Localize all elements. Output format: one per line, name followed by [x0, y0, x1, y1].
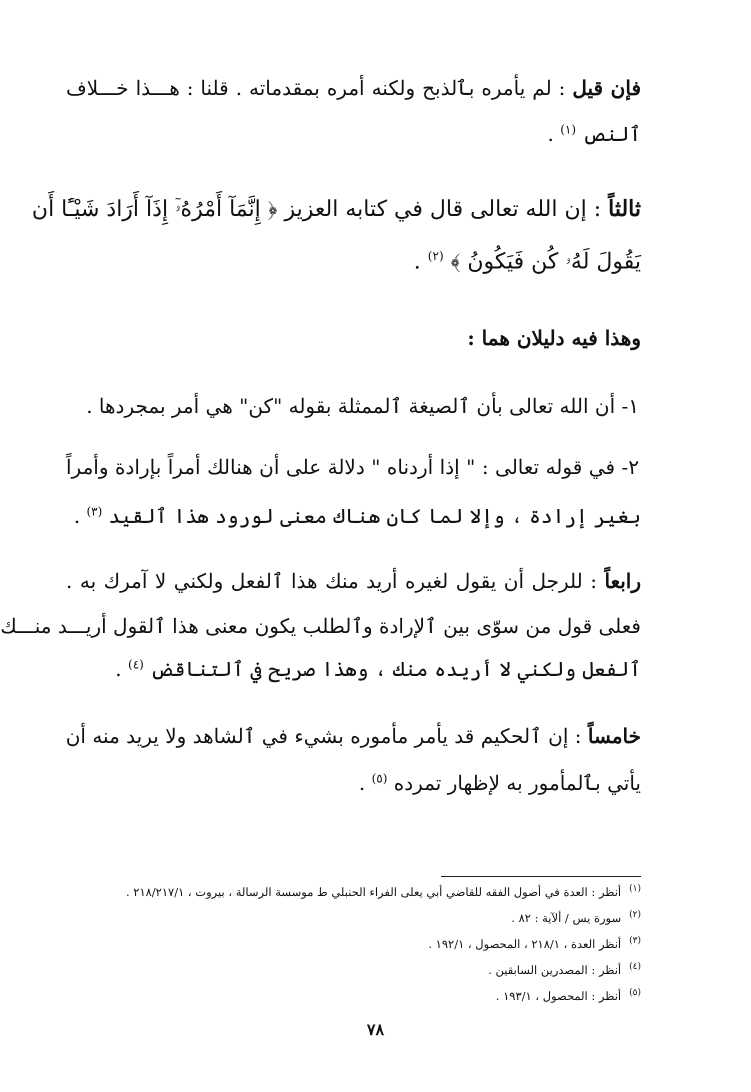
- footnote-5: [496, 988, 641, 1004]
- point-2-text-2: بغير إرادة ، وإلا لما كان هناك معنى لورود هذا ٱلقيد: [108, 504, 641, 528]
- paragraph-1-line-1: [66, 76, 641, 100]
- paragraph-4-line-3: [115, 657, 641, 681]
- paragraph-1-lead: فإن قيل: [572, 76, 641, 100]
- paragraph-5-lead: خامساً: [587, 724, 641, 748]
- footnote-ref-1[interactable]: (١): [560, 122, 577, 137]
- footnote-divider: [441, 876, 641, 877]
- paragraph-4-text: : للرجل أن يقول لغيره أريد منك هذا ٱلفعل ولكني لا آمرك به .: [66, 569, 605, 593]
- footnote-1-number: (١): [629, 884, 641, 894]
- paragraph-5-text: : إن ٱلحكيم قد يأمر مأموره بشيء في ٱلشاهد ولا يريد منه أن: [65, 724, 588, 748]
- paragraph-4-end: .: [115, 657, 128, 681]
- paragraph-5-end: .: [358, 771, 372, 795]
- footnote-ref-5[interactable]: (٥): [371, 771, 388, 786]
- point-2-end: .: [73, 504, 87, 528]
- footnote-3: [428, 936, 641, 952]
- page-number: ٧٨: [366, 1020, 385, 1039]
- paragraph-1-text-2: ٱلنص: [582, 122, 641, 146]
- footnote-2-number: (٢): [629, 910, 641, 920]
- paragraph-1-text: : لم يأمره بٱلذبح ولكنه أمره بمقدماته . قلنا : هـــذا خـــلاف: [66, 76, 573, 100]
- footnote-4: [488, 962, 641, 978]
- paragraph-4-line-1: [66, 569, 641, 593]
- paragraph-2-line-2: [414, 249, 641, 276]
- footnote-2-text: سورة يس / ألآية : ٨٢ .: [511, 910, 622, 925]
- footnote-4-number: (٤): [629, 962, 641, 972]
- footnote-ref-4[interactable]: (٤): [128, 657, 144, 672]
- paragraph-2-text: : إن الله تعالى قال في كتابه العزيز ﴿ إِنَّمَآ أَمْرُهُۥٓ إِذَآ أَرَادَ شَيْـًٔا أَن: [31, 197, 609, 222]
- footnote-ref-2[interactable]: (٢): [427, 249, 444, 263]
- paragraph-4-lead: رابعاً: [604, 569, 641, 593]
- footnote-4-text: أنظر : المصدرين السابقين .: [488, 962, 622, 977]
- footnote-5-number: (٥): [629, 988, 641, 998]
- paragraph-5-line-1: [66, 724, 641, 748]
- paragraph-1-end: .: [547, 122, 561, 146]
- paragraph-2-line-1: [31, 196, 641, 223]
- paragraph-2-end: .: [413, 249, 428, 275]
- section-heading: وهذا فيه دليلان هما :: [467, 326, 641, 350]
- point-2-line-2: [74, 504, 641, 528]
- paragraph-4-text-3: ٱلفعل ولكني لا أريده منك ، وهذا صريح في ٱلتناقض: [150, 657, 641, 681]
- point-2-line-1: ٢- في قوله تعالى : " إذا أردناه " دلالة على أن هنالك أمراً بإرادة وأمراً: [66, 455, 639, 479]
- paragraph-4-line-2: فعلى قول من سوّى بين ٱلإرادة وٱلطلب يكون معنى هذا ٱلقول أريـــد منـــك: [0, 614, 641, 638]
- paragraph-2-lead: ثالثاً: [608, 196, 641, 222]
- footnote-ref-3[interactable]: (٣): [86, 504, 103, 519]
- footnote-1: [126, 884, 641, 900]
- footnote-2: [511, 910, 641, 926]
- paragraph-5-line-2: [359, 771, 641, 795]
- paragraph-1-line-2: [548, 122, 642, 146]
- point-1-line: ١- أن الله تعالى بأن ٱلصيغة ٱلممثلة بقوله "كن" هي أمر بمجردها .: [86, 394, 639, 418]
- footnote-3-number: (٣): [629, 936, 641, 946]
- quran-verse: يَقُولَ لَهُۥ كُن فَيَكُونُ ﴾: [450, 249, 641, 275]
- paragraph-5-text-2: يأتي بٱلمأمور به لإظهار تمرده: [393, 771, 641, 795]
- footnote-5-text: أنظر : المحصول ، ١٩٣/١ .: [495, 988, 622, 1003]
- footnote-3-text: أنظر العدة ، ٢١٨/١ ، المحصول ، ١٩٢/١ .: [428, 936, 622, 951]
- footnote-1-text: أنظر : العدة في أصول الفقه للقاضي أبي يعلى الفراء الحنبلي ط موسسة الرسالة ، بيروت ، ٢١٨/٢١٧/١ .: [125, 884, 622, 899]
